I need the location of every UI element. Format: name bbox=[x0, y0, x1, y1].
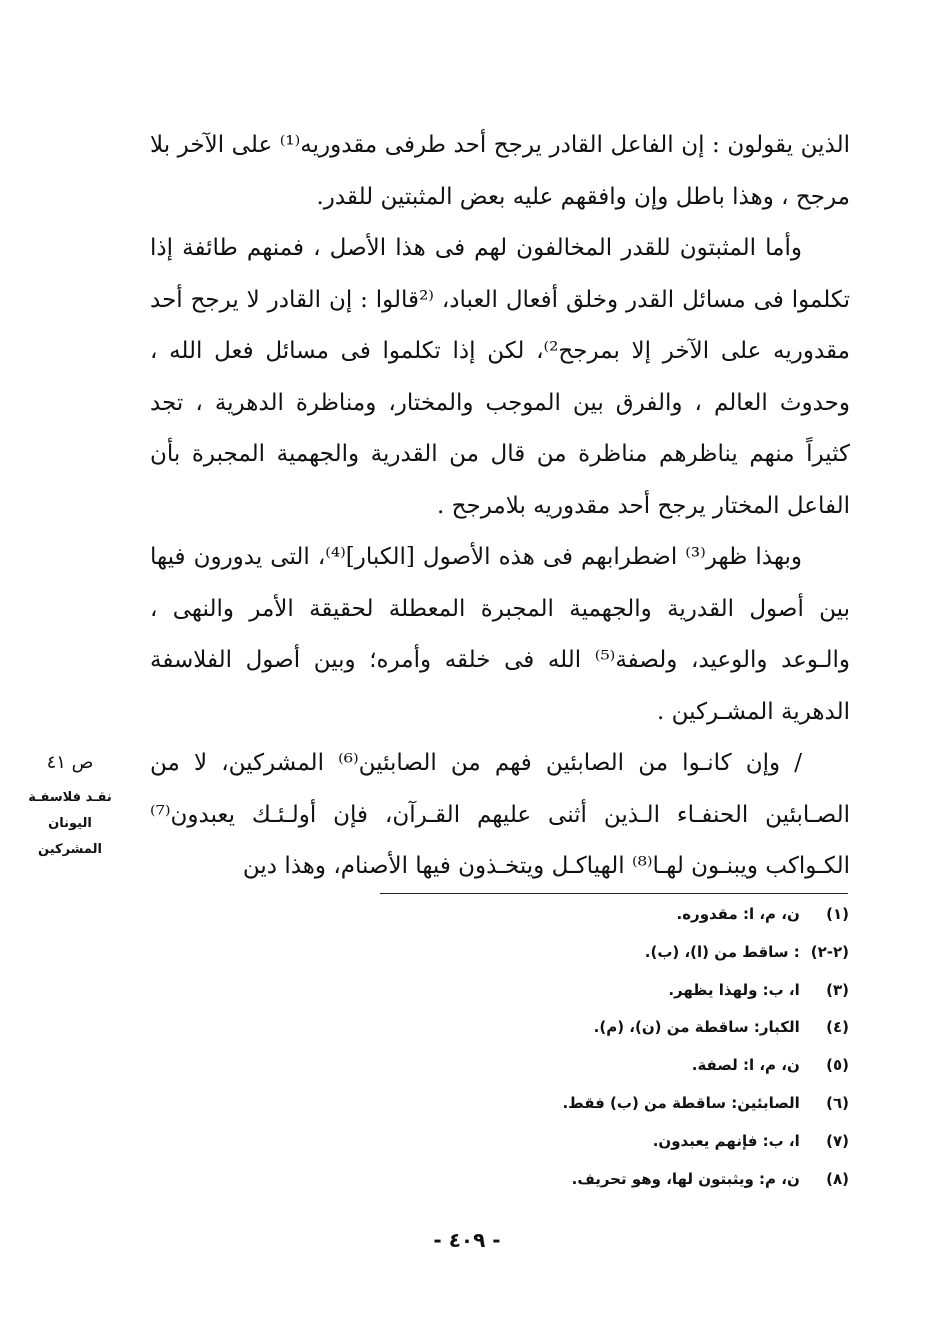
footnote-number: (٤) bbox=[826, 1018, 849, 1037]
footnote-number: (٢-٢) bbox=[810, 942, 849, 961]
footnote bbox=[349, 1088, 849, 1126]
footnote-number: (٨) bbox=[826, 1169, 849, 1188]
margin-topic-line: نقـد فلاسفـة bbox=[28, 790, 112, 805]
footnote-number: (١) bbox=[826, 905, 849, 923]
margin-topic-line: اليونان المشركين bbox=[38, 816, 102, 857]
page-number: - ٤٠٩ - bbox=[433, 1228, 501, 1252]
footnote-text: ا، ب: ولهذا يظهر. bbox=[668, 980, 800, 999]
footnote-number: (٣) bbox=[826, 980, 849, 999]
main-text bbox=[150, 120, 850, 893]
footnote-number: (٧) bbox=[826, 1131, 849, 1150]
footnote bbox=[349, 1126, 849, 1164]
footnote-text: ن، م، ا: مقدوره. bbox=[676, 905, 800, 923]
margin-page-reference: ص ٤١ bbox=[46, 752, 94, 773]
margin-note bbox=[14, 752, 126, 863]
footnote bbox=[349, 975, 849, 1013]
footnote-text: الكبار: ساقطة من (ن)، (م). bbox=[593, 1018, 800, 1037]
footnote-text: الصابئين: ساقطة من (ب) فقط. bbox=[562, 1093, 800, 1112]
footnote bbox=[349, 937, 849, 975]
footnote bbox=[349, 1050, 849, 1088]
paragraph: الذين يقولون : إن الفاعل القادر يرجح أحد طرفى مقدوريه⁽¹⁾ على الآخر بلا مرجح ، وهذا باطل وإن وافقهم عليه بعض المثبتين للقدر. bbox=[150, 132, 850, 210]
paragraph: وأما المثبتون للقدر المخالفون لهم فى هذا الأصل ، فمنهم طائفة إذا تكلموا فى مسائل القدر وخلق أفعال العباد، ⁽²قالوا : إن القادر لا يرجح أحد مقدوريه على الآخر إلا بمرجح²⁾، لكن إذا تكلموا فى مسائل فعل الله ، وحدوث العالم ، والفرق بين الموجب والمختار، ومناظرة الدهرية ، تجد كثيراً منهم يناظرهم مناظرة من قال من القدرية والجهمية المجبرة بأن الفاعل المختار يرجح أحد مقدوريه بلامرجح . bbox=[150, 235, 850, 519]
footnote-text: : ساقط من (ا)، (ب). bbox=[644, 942, 800, 961]
footnote-text: ا، ب: فإنهم يعبدون. bbox=[652, 1131, 800, 1150]
footnote-text: ن، م، ا: لصفة. bbox=[691, 1056, 800, 1075]
footnotes bbox=[349, 899, 849, 1201]
footnote-text: ن، م: ويثبتون لها، وهو تحريف. bbox=[571, 1169, 800, 1188]
footnote-divider bbox=[380, 893, 848, 894]
footnote-number: (٦) bbox=[826, 1093, 849, 1112]
paragraph: وبهذا ظهر⁽³⁾ اضطرابهم فى هذه الأصول [الكبار]⁽⁴⁾، التى يدورون فيها بين أصول القدرية والجهمية المجبرة المعطلة لحقيقة الأمر والنهى ، والـوعد والوعيد، ولصفة⁽⁵⁾ الله فى خلقه وأمره؛ وبين أصول الفلاسفة الدهرية المشـركين . bbox=[150, 544, 850, 725]
footnote bbox=[349, 1012, 849, 1050]
footnote-number: (٥) bbox=[826, 1056, 849, 1075]
footnote bbox=[349, 1164, 849, 1202]
paragraph: / وإن كانـوا من الصابئين فهم من الصابئين⁽⁶⁾ المشركين، لا من الصـابئين الحنفـاء الـذين أثنى عليهم القـرآن، فإن أولـئـك يعبدون⁽⁷⁾ الكـواكب ويبنـون لهـا⁽⁸⁾ الهياكـل ويتخـذون فيها الأصنام، وهذا دين bbox=[150, 750, 850, 879]
footnote bbox=[349, 899, 849, 937]
